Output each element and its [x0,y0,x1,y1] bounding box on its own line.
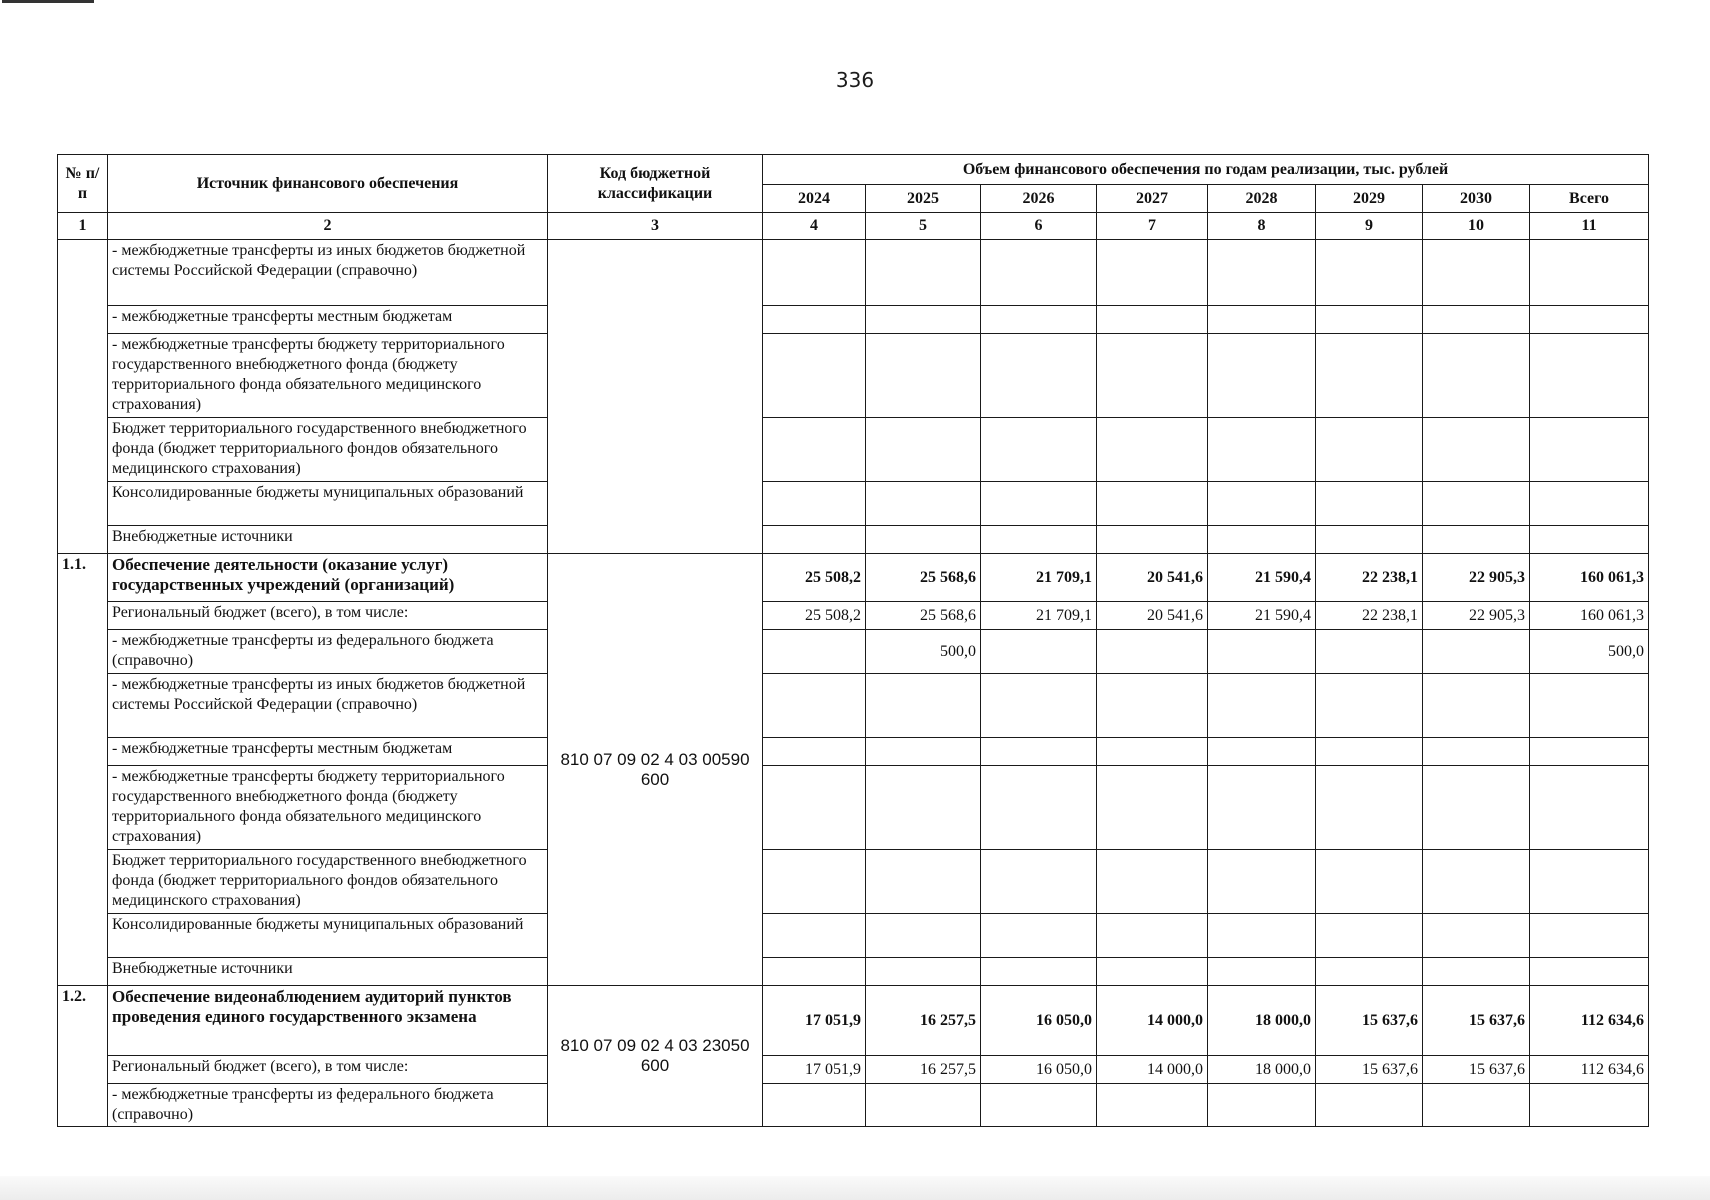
value-cell: 14 000,0 [1097,986,1208,1056]
value-cell: 15 637,6 [1316,986,1423,1056]
source-label: Внебюджетные источники [108,958,548,986]
value-cell: 18 000,0 [1208,986,1316,1056]
value-cell: 15 637,6 [1423,986,1530,1056]
row-number-empty [58,240,108,554]
page-number: 336 [835,68,875,92]
value-cell: 16 257,5 [866,986,981,1056]
col-index: 7 [1097,213,1208,240]
header-col-num: № п/п [58,155,108,213]
source-label: Консолидированные бюджеты муниципальных образований [108,914,548,958]
header-year: 2030 [1423,185,1530,213]
total-cell: 160 061,3 [1530,602,1649,630]
value-cell: 22 905,3 [1423,554,1530,602]
value-cell: 17 051,9 [763,986,866,1056]
budget-code: 810 07 09 02 4 03 00590 600 [548,554,763,986]
header-year: 2024 [763,185,866,213]
value-cell [1423,630,1530,674]
value-cell: 16 050,0 [981,1056,1097,1084]
value-cell [981,630,1097,674]
value-cell: 22 238,1 [1316,554,1423,602]
value-cell: 25 568,6 [866,602,981,630]
header-col-source: Источник финансового обеспечения [108,155,548,213]
value-cell: 20 541,6 [1097,602,1208,630]
value-cell [1208,630,1316,674]
header-year: 2027 [1097,185,1208,213]
value-cell [1097,630,1208,674]
total-cell: 112 634,6 [1530,986,1649,1056]
source-label: Бюджет территориального государственного внебюджетного фонда (бюджет территориального фондов обязательного медицинского страхования) [108,850,548,914]
value-cell: 25 568,6 [866,554,981,602]
col-index: 4 [763,213,866,240]
value-cell: 21 590,4 [1208,554,1316,602]
source-label: Региональный бюджет (всего), в том числе: [108,1056,548,1084]
value-cell: 21 709,1 [981,602,1097,630]
col-index: 8 [1208,213,1316,240]
total-cell: 160 061,3 [1530,554,1649,602]
header-col-volume: Объем финансового обеспечения по годам реализации, тыс. рублей [763,155,1649,185]
total-cell: 500,0 [1530,630,1649,674]
value-cell [763,630,866,674]
value-cell: 500,0 [866,630,981,674]
value-cell: 16 050,0 [981,986,1097,1056]
value-cell: 14 000,0 [1097,1056,1208,1084]
value-cell: 25 508,2 [763,602,866,630]
value-cell: 18 000,0 [1208,1056,1316,1084]
financing-table [57,154,1649,1127]
col-index: 3 [548,213,763,240]
program-item-title: Обеспечение деятельности (оказание услуг) государственных учреждений (организаций) [108,554,548,602]
value-cell: 21 709,1 [981,554,1097,602]
row-number: 1.1. [58,554,108,986]
col-index: 1 [58,213,108,240]
col-index: 5 [866,213,981,240]
scan-bottom-edge [0,1176,1710,1200]
source-label: Консолидированные бюджеты муниципальных образований [108,482,548,526]
row-number: 1.2. [58,986,108,1127]
header-total: Всего [1530,185,1649,213]
value-cell: 15 637,6 [1423,1056,1530,1084]
budget-code-empty [548,240,763,554]
value-cell: 15 637,6 [1316,1056,1423,1084]
value-cell: 22 238,1 [1316,602,1423,630]
header-year: 2028 [1208,185,1316,213]
source-label: - межбюджетные трансферты бюджету территориального государственного внебюджетного фонда (бюджету территориального фонда обязательного медицинского страхования) [108,766,548,850]
value-cell: 22 905,3 [1423,602,1530,630]
scan-artifact [2,0,94,3]
source-label: - межбюджетные трансферты из иных бюджетов бюджетной системы Российской Федерации (справочно) [108,674,548,738]
total-cell: 112 634,6 [1530,1056,1649,1084]
source-label: - межбюджетные трансферты из федерального бюджета (справочно) [108,630,548,674]
source-label: Региональный бюджет (всего), в том числе: [108,602,548,630]
col-index: 9 [1316,213,1423,240]
budget-code: 810 07 09 02 4 03 23050 600 [548,986,763,1127]
header-year: 2026 [981,185,1097,213]
header-year: 2025 [866,185,981,213]
source-label: Бюджет территориального государственного внебюджетного фонда (бюджет территориального фондов обязательного медицинского страхования) [108,418,548,482]
program-item-title: Обеспечение видеонаблюдением аудиторий пунктов проведения единого государственного экзамена [108,986,548,1056]
col-index: 6 [981,213,1097,240]
header-year: 2029 [1316,185,1423,213]
col-index: 11 [1530,213,1649,240]
value-cell: 21 590,4 [1208,602,1316,630]
source-label: - межбюджетные трансферты из федерального бюджета (справочно) [108,1084,548,1127]
source-label: - межбюджетные трансферты местным бюджетам [108,306,548,334]
value-cell: 17 051,9 [763,1056,866,1084]
value-cell: 16 257,5 [866,1056,981,1084]
source-label: - межбюджетные трансферты местным бюджетам [108,738,548,766]
value-cell: 20 541,6 [1097,554,1208,602]
col-index: 10 [1423,213,1530,240]
source-label: - межбюджетные трансферты из иных бюджетов бюджетной системы Российской Федерации (справочно) [108,240,548,306]
value-cell: 25 508,2 [763,554,866,602]
source-label: - межбюджетные трансферты бюджету территориального государственного внебюджетного фонда (бюджету территориального фонда обязательного медицинского страхования) [108,334,548,418]
header-col-code: Код бюджетной классификации [548,155,763,213]
col-index: 2 [108,213,548,240]
value-cell [1316,630,1423,674]
source-label: Внебюджетные источники [108,526,548,554]
